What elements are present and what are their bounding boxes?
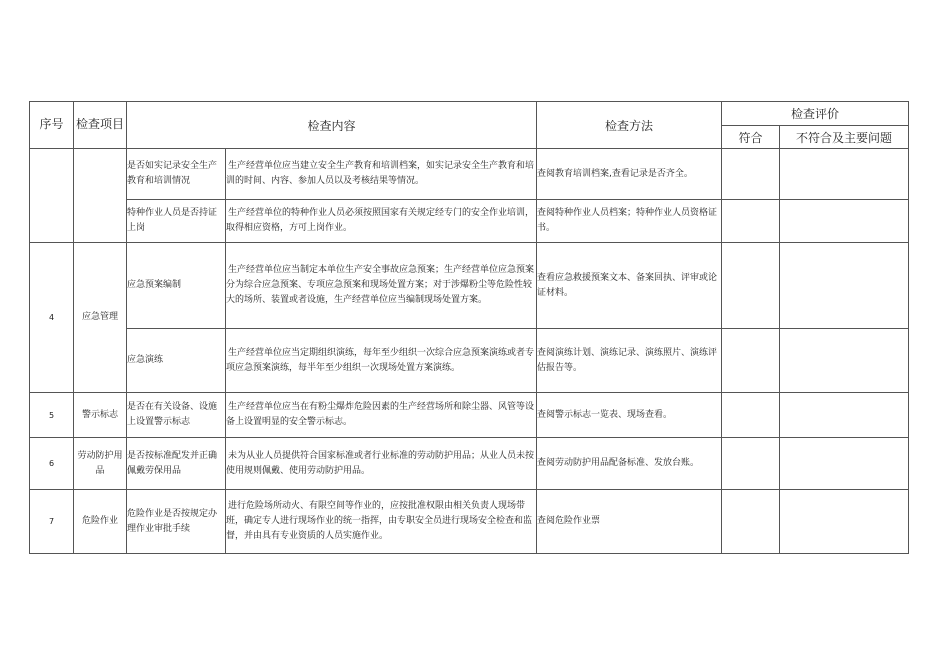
nonconform-cell (780, 149, 909, 200)
row-category: 警示标志 (74, 393, 127, 438)
conform-cell (722, 393, 780, 438)
row-index: 5 (30, 393, 74, 438)
row-method: 查阅演练计划、演练记录、演练照片、演练评估报告等。 (537, 329, 722, 393)
row-method: 查看应急救援预案文本、备案回执、评审或论证材料。 (537, 243, 722, 329)
row-method: 查阅特种作业人员档案；特种作业人员资格证书。 (537, 200, 722, 243)
row-content: 进行危险场所动火、有限空间等作业的，应按批准权限由相关负责人现场带班，确定专人进行现场作业的统一指挥，由专职安全员进行现场安全检查和监督，并由具有专业资质的人员实施作业。 (226, 490, 537, 554)
header-content: 检查内容 (127, 102, 537, 149)
row-category: 劳动防护用品 (74, 438, 127, 490)
row-content: 生产经营单位应当建立安全生产教育和培训档案，如实记录安全生产教育和培训的时间、内容、参加人员以及考核结果等情况。 (226, 149, 537, 200)
conform-cell (722, 329, 780, 393)
nonconform-cell (780, 393, 909, 438)
row-item: 应急演练 (127, 329, 226, 393)
table-row (30, 393, 909, 438)
row-item: 特种作业人员是否持证上岗 (127, 200, 226, 243)
table-row (30, 329, 909, 393)
row-content: 生产经营单位的特种作业人员必须按照国家有关规定经专门的安全作业培训，取得相应资格，方可上岗作业。 (226, 200, 537, 243)
row-content: 未为从业人员提供符合国家标准或者行业标准的劳动防护用品；从业人员未按使用规则佩戴、使用劳动防护用品。 (226, 438, 537, 490)
header-evaluation: 检查评价 (722, 102, 909, 126)
conform-cell (722, 438, 780, 490)
row-content: 生产经营单位应当制定本单位生产安全事故应急预案；生产经营单位应急预案分为综合应急预案、专项应急预案和现场处置方案；对于涉爆粉尘等危险性较大的场所、装置或者设施，生产经营单位应当编制现场处置方案。 (226, 243, 537, 329)
row-content: 生产经营单位应当在有粉尘爆炸危险因素的生产经营场所和除尘器、风管等设备上设置明显的安全警示标志。 (226, 393, 537, 438)
row-category (74, 149, 127, 243)
row-method: 查阅危险作业票 (537, 490, 722, 554)
nonconform-cell (780, 490, 909, 554)
row-index (30, 149, 74, 243)
nonconform-cell (780, 200, 909, 243)
row-item: 是否按标准配发并正确佩戴劳保用品 (127, 438, 226, 490)
conform-cell (722, 200, 780, 243)
row-item: 危险作业是否按规定办理作业审批手续 (127, 490, 226, 554)
row-index: 7 (30, 490, 74, 554)
header-conform: 符合 (722, 126, 780, 149)
conform-cell (722, 490, 780, 554)
row-index: 6 (30, 438, 74, 490)
row-content: 生产经营单位应当定期组织演练，每年至少组织一次综合应急预案演练或者专项应急预案演练，每半年至少组织一次现场处置方案演练。 (226, 329, 537, 393)
row-index: 4 (30, 243, 74, 393)
header-method: 检查方法 (537, 102, 722, 149)
nonconform-cell (780, 438, 909, 490)
row-item: 应急预案编制 (127, 243, 226, 329)
row-method: 查阅警示标志一览表、现场查看。 (537, 393, 722, 438)
header-category: 检查项目 (74, 102, 127, 149)
conform-cell (722, 243, 780, 329)
row-item: 是否在有关设备、设施上设置警示标志 (127, 393, 226, 438)
row-category: 应急管理 (74, 243, 127, 393)
row-method: 查阅教育培训档案,查看记录是否齐全。 (537, 149, 722, 200)
table-row (30, 243, 909, 329)
table-row (30, 438, 909, 490)
header-nonconform: 不符合及主要问题 (780, 126, 909, 149)
table-row (30, 149, 909, 200)
inspection-table (29, 101, 909, 554)
table-row (30, 200, 909, 243)
row-item: 是否如实记录安全生产教育和培训情况 (127, 149, 226, 200)
nonconform-cell (780, 329, 909, 393)
header-index: 序号 (30, 102, 74, 149)
nonconform-cell (780, 243, 909, 329)
table-row (30, 490, 909, 554)
row-method: 查阅劳动防护用品配备标准、发放台账。 (537, 438, 722, 490)
row-category: 危险作业 (74, 490, 127, 554)
conform-cell (722, 149, 780, 200)
